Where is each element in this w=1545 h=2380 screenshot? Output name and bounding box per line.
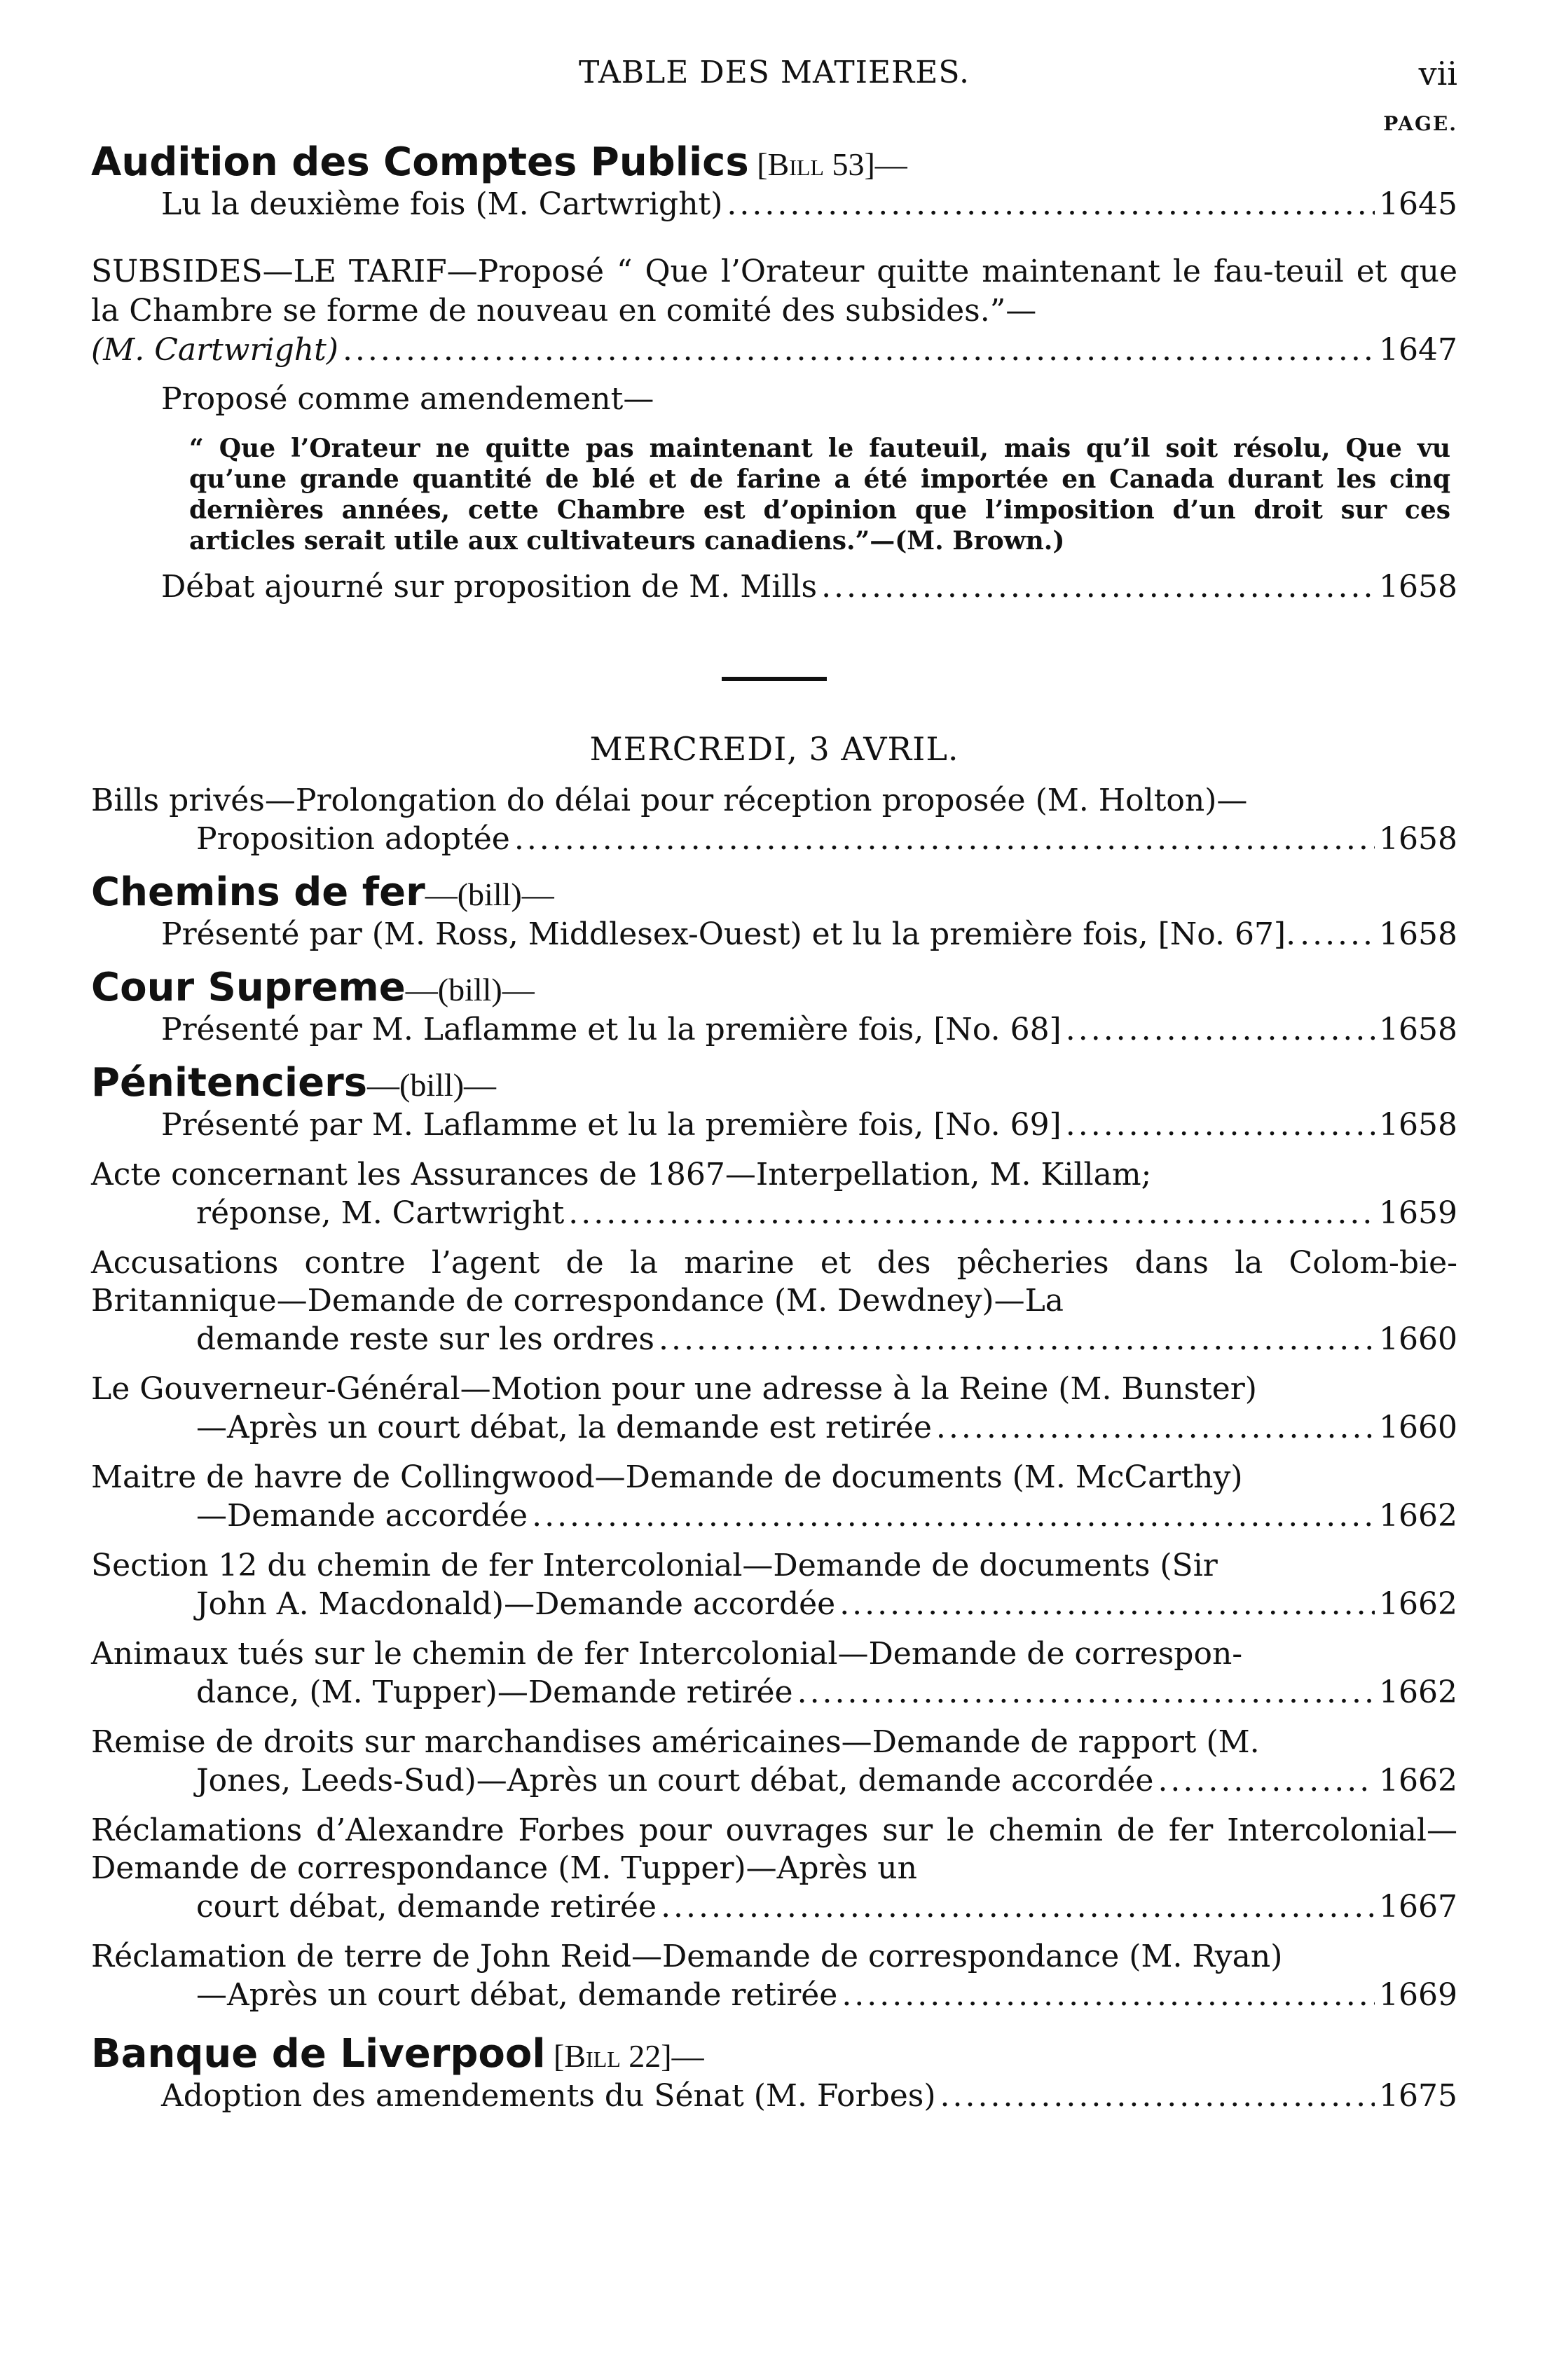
entry-text: Acte concernant les Assurances de 1867—Interpellation, M. Killam;: [91, 1157, 1152, 1192]
toc-line-text: Adoption des amendements du Sénat (M. Forbes): [161, 2078, 936, 2114]
toc-line: [91, 1887, 1457, 1927]
entry-heading-suffix: [Bill 53]—: [748, 146, 907, 182]
running-header: [91, 42, 1457, 105]
leader-dots: [514, 820, 1375, 859]
leader-dots: [661, 1887, 1375, 1927]
toc-page-ref: 1658: [1379, 1012, 1457, 1047]
page-title: TABLE DES MATIERES.: [579, 55, 970, 90]
entry-heading-suffix: —(bill)—: [425, 876, 554, 912]
entry-heading-suffix: —(bill)—: [367, 1067, 497, 1103]
toc-line: [91, 820, 1457, 859]
leader-dots: [1300, 915, 1375, 954]
entry-heading-suffix: [Bill 22]—: [545, 2038, 704, 2074]
entry-text: Le Gouverneur-Général—Motion pour une adresse à la Reine (M. Bunster): [91, 1371, 1257, 1407]
leader-dots: [343, 331, 1375, 370]
toc-page-ref: 1660: [1379, 1410, 1457, 1445]
toc-line: [91, 915, 1457, 954]
toc-line-text: —Après un court débat, la demande est retirée: [196, 1410, 932, 1445]
toc-line-text: Présenté par (M. Ross, Middlesex-Ouest) et lu la première fois, [No. 67].: [161, 916, 1296, 952]
entry-text: Animaux tués sur le chemin de fer Intercolonial—Demande de correspon-: [91, 1636, 1243, 1672]
toc-page-ref: 1662: [1379, 1498, 1457, 1534]
toc-page-ref: 1675: [1379, 2078, 1457, 2114]
toc-page-ref: 1669: [1379, 1977, 1457, 2013]
toc-line-text: Jones, Leeds-Sud)—Après un court débat, demande accordée: [196, 1763, 1154, 1798]
leader-dots: [532, 1497, 1375, 1536]
leader-dots: [568, 1194, 1375, 1233]
toc-page-ref: 1658: [1379, 569, 1457, 605]
leader-dots: [1066, 1106, 1375, 1145]
toc-line: [91, 1761, 1457, 1801]
toc-line: [91, 1497, 1457, 1536]
toc-line-text: Lu la deuxième fois (M. Cartwright): [161, 186, 723, 222]
entry-heading: Chemins de fer: [91, 869, 425, 915]
entry-heading: Pénitenciers: [91, 1060, 368, 1106]
toc-line-text: court débat, demande retirée: [196, 1889, 657, 1925]
toc-page: [91, 42, 1457, 2127]
toc-entry-cour-supreme: [91, 965, 1457, 1050]
toc-line-text: Débat ajourné sur proposition de M. Mills: [161, 569, 818, 605]
toc-line: [91, 1585, 1457, 1624]
toc-entry-chemins-de-fer: [91, 870, 1457, 954]
entry-text: Accusations contre l’agent de la marine et des pêcheries dans la Colom-bie-Britannique—Demande de correspondance (M. Dewdney)—La: [91, 1245, 1457, 1319]
leader-dots: [839, 1585, 1375, 1624]
toc-line-text: dance, (M. Tupper)—Demande retirée: [196, 1674, 793, 1710]
entry-text: Réclamations d’Alexandre Forbes pour ouvrages sur le chemin de fer Intercolonial—Demande de correspondance (M. Tupper)—Après un: [91, 1812, 1457, 1886]
entry-heading-suffix: —(bill)—: [405, 972, 535, 1007]
toc-line-text: John A. Macdonald)—Demande accordée: [196, 1586, 836, 1622]
toc-page-ref: 1662: [1379, 1763, 1457, 1798]
toc-entry-section-12: [91, 1547, 1457, 1624]
leader-dots: [821, 568, 1375, 607]
toc-entry-accusations: [91, 1244, 1457, 1359]
toc-line-text: demande reste sur les ordres: [196, 1321, 655, 1357]
entry-text: Réclamation de terre de John Reid—Demande de correspondance (M. Ryan): [91, 1939, 1283, 1974]
toc-entry-audition: [91, 140, 1457, 224]
entry-text: Bills privés—Prolongation do délai pour réception proposée (M. Holton)—: [91, 783, 1248, 818]
leader-dots: [842, 1976, 1375, 2015]
toc-page-ref: 1662: [1379, 1674, 1457, 1710]
toc-page-ref: 1658: [1379, 1107, 1457, 1143]
toc-line-text: réponse, M. Cartwright: [196, 1195, 565, 1231]
leader-dots: [1158, 1761, 1375, 1801]
amendment-quote: “ Que l’Orateur ne quitte pas maintenant le fauteuil, mais qu’il soit résolu, Que vu qu’une grande quantité de blé et de farine a été importée en Canada durant les cinq dernières années, cette Chambre est d’opinion que l’imposition d’un droit sur ces articles serait utile aux cultivateurs canadiens.”—(M. Brown.): [189, 434, 1450, 556]
toc-entry-collingwood: [91, 1459, 1457, 1536]
toc-line-text: —Demande accordée: [196, 1498, 528, 1534]
toc-line: [91, 331, 1457, 370]
leader-dots: [1066, 1010, 1375, 1050]
toc-line-text: (M. Cartwright): [91, 332, 338, 368]
toc-entry-animaux: [91, 1635, 1457, 1712]
toc-page-ref: 1647: [1379, 332, 1457, 368]
toc-entry-reid: [91, 1938, 1457, 2015]
toc-line-text: Présenté par M. Laflamme et lu la première fois, [No. 68]: [161, 1012, 1062, 1047]
toc-page-ref: 1658: [1379, 821, 1457, 857]
leader-dots: [940, 2077, 1375, 2116]
section-divider: [722, 677, 827, 681]
toc-page-ref: 1645: [1379, 186, 1457, 222]
toc-entry-bills-prives: [91, 782, 1457, 859]
toc-entry-banque-liverpool: [91, 2032, 1457, 2116]
toc-line-text: —Après un court débat, demande retirée: [196, 1977, 838, 2013]
toc-entry-gouverneur: [91, 1370, 1457, 1447]
toc-line: [91, 1320, 1457, 1359]
entry-text: SUBSIDES—LE TARIF—Proposé “ Que l’Orateur quitte maintenant le fau-teuil et que la Chambre se forme de nouveau en comité des subsides.”—: [91, 254, 1457, 329]
toc-line: [91, 185, 1457, 224]
toc-line-text: Proposition adoptée: [196, 821, 510, 857]
entry-heading: Cour Supreme: [91, 965, 406, 1010]
toc-page-ref: 1662: [1379, 1586, 1457, 1622]
entry-text: Remise de droits sur marchandises américaines—Demande de rapport (M.: [91, 1724, 1260, 1760]
toc-page-ref: 1659: [1379, 1195, 1457, 1231]
toc-entry-forbes: [91, 1812, 1457, 1927]
toc-entry-penitenciers: [91, 1061, 1457, 1145]
entry-heading: Audition des Comptes Publics: [91, 139, 749, 185]
leader-dots: [936, 1408, 1375, 1447]
toc-line: [91, 2077, 1457, 2116]
toc-entry-remise: [91, 1724, 1457, 1801]
entry-text: Section 12 du chemin de fer Intercolonial—Demande de documents (Sir: [91, 1548, 1218, 1583]
toc-line: [91, 1010, 1457, 1050]
entry-text: Maitre de havre de Collingwood—Demande de documents (M. McCarthy): [91, 1459, 1243, 1495]
amendment-label: Proposé comme amendement—: [161, 381, 654, 417]
leader-dots: [659, 1320, 1375, 1359]
page-number: vii: [1418, 55, 1457, 92]
toc-line: [91, 568, 1457, 607]
toc-entry-subsides: [91, 252, 1457, 607]
section-date-heading: MERCREDI, 3 AVRIL.: [589, 730, 959, 768]
toc-line-text: Présenté par M. Laflamme et lu la première fois, [No. 69]: [161, 1107, 1062, 1143]
toc-page-ref: 1660: [1379, 1321, 1457, 1357]
toc-line: [91, 1408, 1457, 1447]
toc-line: [91, 1194, 1457, 1233]
leader-dots: [727, 185, 1375, 224]
toc-page-ref: 1667: [1379, 1889, 1457, 1925]
entry-heading: Banque de Liverpool: [91, 2031, 546, 2077]
page-column-label: PAGE.: [1383, 112, 1457, 135]
toc-line: [91, 1106, 1457, 1145]
toc-page-ref: 1658: [1379, 916, 1457, 952]
toc-line: [91, 1976, 1457, 2015]
toc-entry-assurances: [91, 1156, 1457, 1233]
toc-line: [91, 1673, 1457, 1712]
leader-dots: [797, 1673, 1375, 1712]
